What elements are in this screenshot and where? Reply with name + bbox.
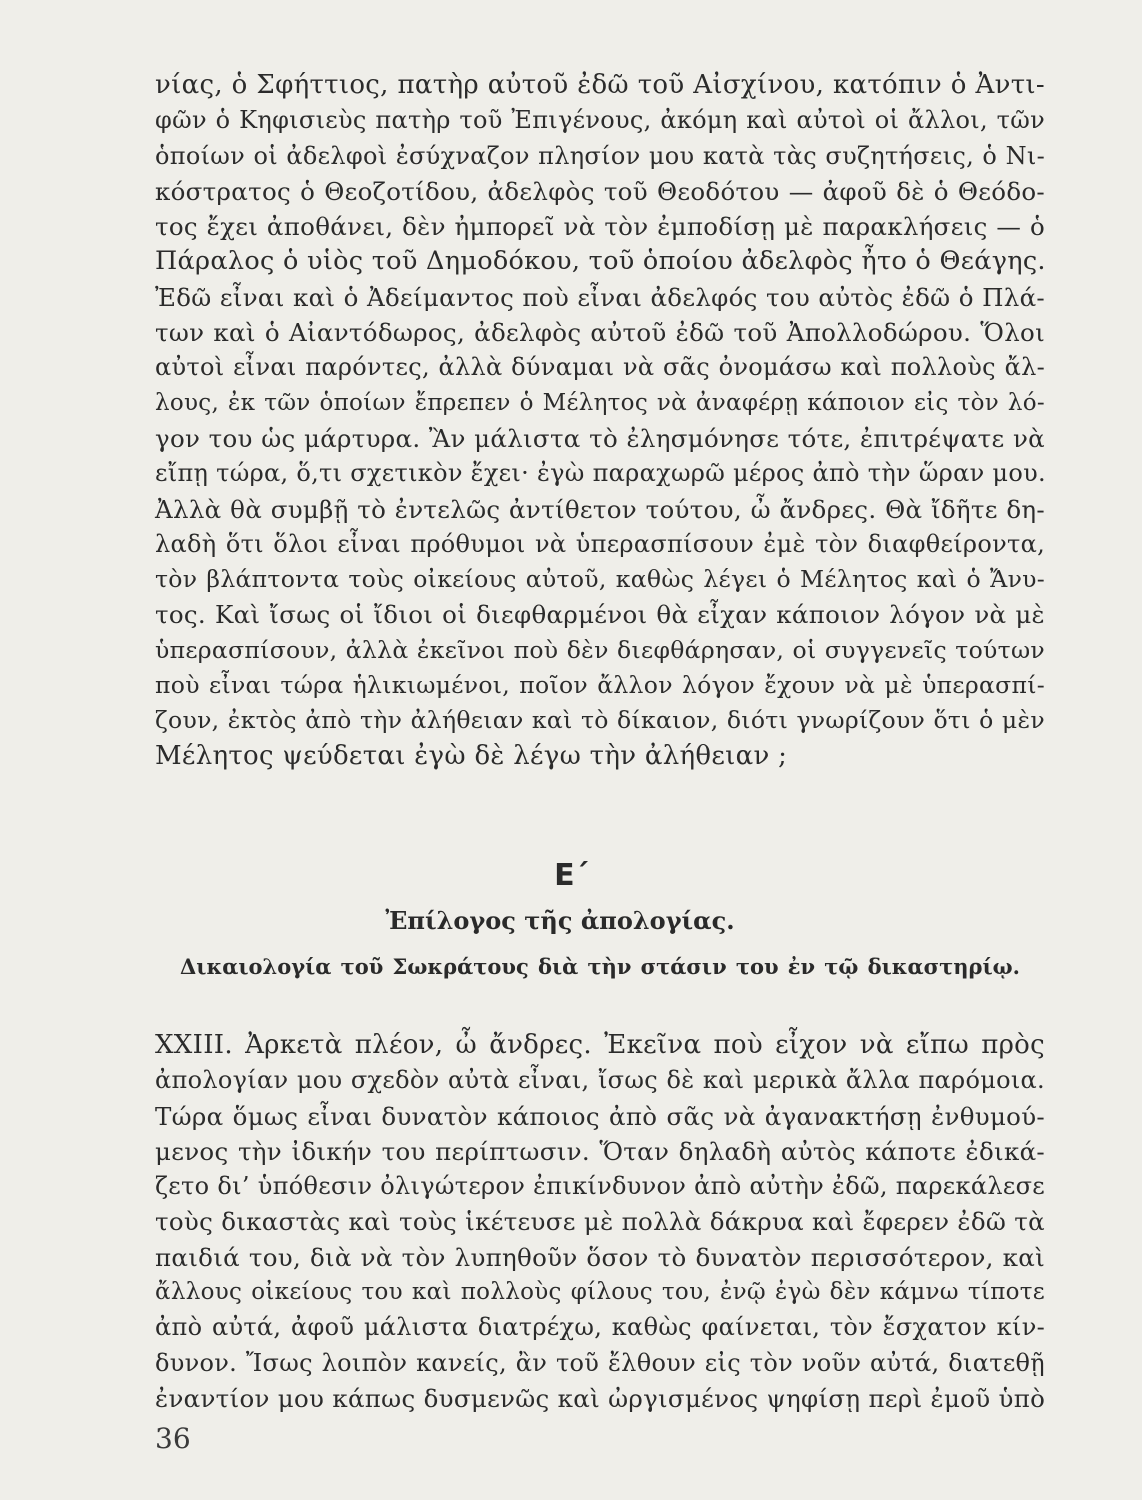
text-line: ποὺ εἶναι τώρα ἡλικιωμένοι, ποῖον ἄλλον λόγον ἔχουν νὰ μὲ ὑπερασπί- xyxy=(155,671,1045,700)
text-line: αὐτοὶ εἶναι παρόντες, ἀλλὰ δύναμαι νὰ σᾶς ὀνομάσω καὶ πολλοὺς ἄλ- xyxy=(155,353,1045,382)
text-line: φῶν ὁ Κηφισιεὺς πατὴρ τοῦ Ἐπιγένους, ἀκόμη καὶ αὐτοὶ οἱ ἄλλοι, τῶν xyxy=(155,106,1045,135)
text-line: τος ἔχει ἀποθάνει, δὲν ἠμπορεῖ νὰ τὸν ἐμποδίσῃ μὲ παρακλήσεις — ὁ xyxy=(155,212,1045,242)
body-text-top xyxy=(155,68,1045,774)
text-line: ζουν, ἐκτὸς ἀπὸ τὴν ἀλήθειαν καὶ τὸ δίκαιον, διότι γνωρίζουν ὅτι ὁ μὲν xyxy=(155,706,1045,735)
section-title: Ἐπίλογος τῆς ἀπολογίας. xyxy=(385,906,735,935)
text-line: τὸν βλάπτοντα τοὺς οἰκείους αὐτοῦ, καθὼς λέγει ὁ Μέλητος καὶ ὁ Ἄνυ- xyxy=(155,565,1045,594)
section-mark: Ε΄ xyxy=(554,858,588,893)
text-line: ἄλλους οἰκείους του καὶ πολλοὺς φίλους του, ἐνῷ ἐγὼ δὲν κάμνω τίποτε xyxy=(155,1279,1045,1306)
text-line: τοὺς δικαστὰς καὶ τοὺς ἱκέτευσε μὲ πολλὰ δάκρυα καὶ ἔφερεν ἐδῶ τὰ xyxy=(155,1207,1045,1237)
text-line: XXIII. Ἀρκετὰ πλέον, ὦ ἄνδρες. Ἐκεῖνα ποὺ εἶχον νὰ εἴπω πρὸς xyxy=(155,1030,1045,1060)
text-line: γον του ὡς μάρτυρα. Ἂν μάλιστα τὸ ἐλησμόνησε τότε, ἐπιτρέψατε νὰ xyxy=(155,423,1045,453)
text-line: εἴπῃ τώρα, ὅ,τι σχετικὸν ἔχει· ἐγὼ παραχωρῶ μέρος ἀπὸ τὴν ὥραν μου. xyxy=(155,459,1046,488)
text-line: δυνον. Ἴσως λοιπὸν κανείς, ἂν τοῦ ἔλθουν εἰς τὸν νοῦν αὐτά, διατεθῇ xyxy=(155,1348,1045,1377)
page-number: 36 xyxy=(155,1422,191,1455)
text-line: ἐναντίον μου κάπως δυσμενῶς καὶ ὠργισμένος ψηφίσῃ περὶ ἐμοῦ ὑπὸ xyxy=(155,1383,1046,1413)
text-line: ἀπὸ αὐτά, ἀφοῦ μάλιστα διατρέχω, καθὼς φαίνεται, τὸν ἔσχατον κίν- xyxy=(155,1313,1045,1342)
text-line: μενος τὴν ἰδικήν του περίπτωσιν. Ὅταν δηλαδὴ αὐτὸς κάποτε ἐδικά- xyxy=(155,1136,1045,1166)
section-subtitle: Δικαιολογία τοῦ Σωκράτους διὰ τὴν στάσιν του ἐν τῷ δικαστηρίῳ. xyxy=(180,954,1020,979)
body-text-bottom xyxy=(155,1028,1045,1416)
text-line: τος. Καὶ ἴσως οἱ ἴδιοι οἱ διεφθαρμένοι θὰ εἶχαν κάποιον λόγον νὰ μὲ xyxy=(155,600,1045,630)
text-line: Ἀλλὰ θὰ συμβῇ τὸ ἐντελῶς ἀντίθετον τούτου, ὦ ἄνδρες. Θὰ ἴδῆτε δη- xyxy=(155,494,1045,524)
text-line: λαδὴ ὅτι ὅλοι εἶναι πρόθυμοι νὰ ὑπερασπίσουν ἐμὲ τὸν διαφθείροντα, xyxy=(155,529,1045,558)
text-line: νίας, ὁ Σφήττιος, πατὴρ αὐτοῦ ἐδῶ τοῦ Αἰσχίνου, κατόπιν ὁ Ἀντι- xyxy=(155,70,1045,100)
text-line: ἀπολογίαν μου σχεδὸν αὐτὰ εἶναι, ἴσως δὲ καὶ μερικὰ ἄλλα παρόμοια. xyxy=(155,1066,1045,1095)
text-line: Πάραλος ὁ υἱὸς τοῦ Δημοδόκου, τοῦ ὁποίου ἀδελφὸς ἦτο ὁ Θεάγης. xyxy=(155,246,1046,277)
text-line: των καὶ ὁ Αἰαντόδωρος, ἀδελφὸς αὐτοῦ ἐδῶ τοῦ Ἀπολλοδώρου. Ὅλοι xyxy=(155,318,1045,348)
text-line: λους, ἐκ τῶν ὁποίων ἔπρεπεν ὁ Μέλητος νὰ ἀναφέρῃ κάποιον εἰς τὸν λό- xyxy=(155,389,1045,416)
text-line: παιδιά του, διὰ νὰ τὸν λυπηθοῦν ὅσον τὸ δυνατὸν περισσότερον, καὶ xyxy=(155,1242,1045,1272)
text-line: ζετο δι’ ὑπόθεσιν ὀλιγώτερον ἐπικίνδυνον ἀπὸ αὐτὴν ἐδῶ, παρεκάλεσε xyxy=(155,1172,1045,1201)
text-line: Μέλητος ψεύδεται ἐγὼ δὲ λέγω τὴν ἀλήθειαν ; xyxy=(155,740,788,771)
text-line: Τώρα ὅμως εἶναι δυνατὸν κάποιος ἀπὸ σᾶς νὰ ἀγανακτήσῃ ἐνθυμού- xyxy=(155,1101,1045,1131)
text-line: ὑπερασπίσουν, ἀλλὰ ἐκεῖνοι ποὺ δὲν διεφθάρησαν, οἱ συγγενεῖς τούτων xyxy=(155,635,1045,664)
text-line: Ἐδῶ εἶναι καὶ ὁ Ἀδείμαντος ποὺ εἶναι ἀδελφός του αὐτὸς ἐδῶ ὁ Πλά- xyxy=(155,282,1045,312)
text-line: κόστρατος ὁ Θεοζοτίδου, ἀδελφὸς τοῦ Θεοδότου — ἀφοῦ δὲ ὁ Θεόδο- xyxy=(155,176,1045,206)
text-line: ὁποίων οἱ ἀδελφοὶ ἐσύχναζον πλησίον μου κατὰ τὰς συζητήσεις, ὁ Νι- xyxy=(155,141,1045,170)
